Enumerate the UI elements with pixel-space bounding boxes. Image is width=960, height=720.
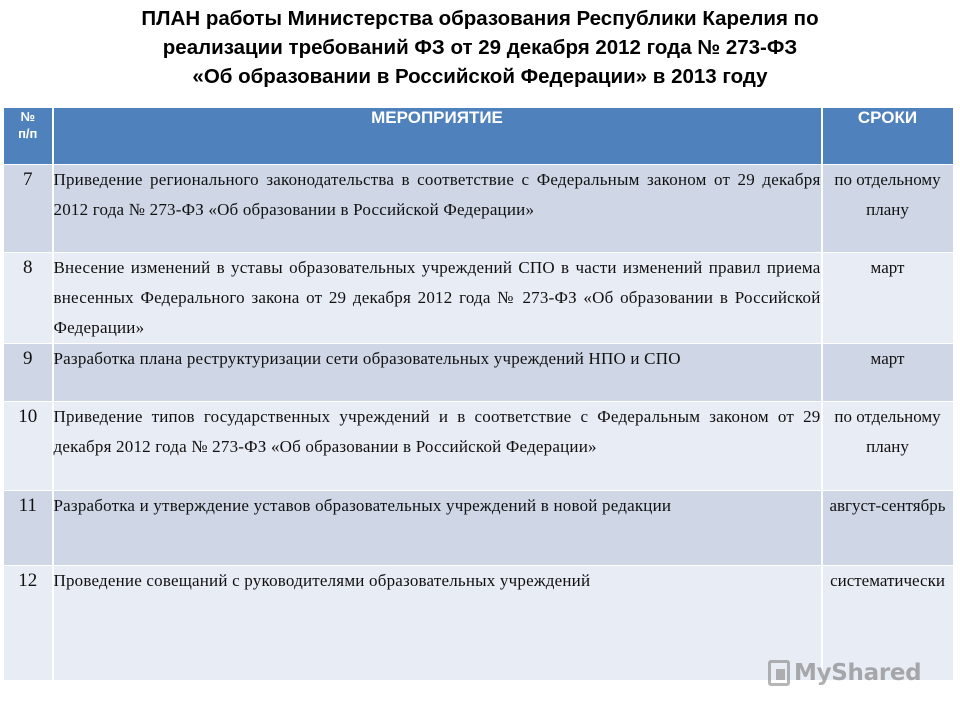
header-number-symbol: №	[20, 109, 35, 124]
table-header-row	[4, 108, 954, 165]
row-term: март	[822, 344, 954, 402]
table-row	[4, 491, 954, 566]
page-title	[0, 4, 960, 91]
watermark	[768, 656, 921, 690]
watermark-text: MyShared	[794, 660, 922, 686]
header-number	[4, 108, 53, 165]
table-row	[4, 344, 954, 402]
title-line-2: реализации требований ФЗ от 29 декабря 2012 года № 273-ФЗ	[162, 36, 798, 59]
row-activity: Внесение изменений в уставы образовательных учреждений СПО в части изменений правил приема внесенных Федерального закона от 29 декабря 2012 года № 273-ФЗ «Об образовании в Российской Федерации»	[53, 253, 822, 344]
plan-table	[3, 107, 955, 681]
row-number: 7	[4, 165, 53, 253]
row-term: систематически	[822, 566, 954, 681]
row-number: 12	[4, 566, 53, 681]
table-row	[4, 253, 954, 344]
row-activity: Проведение совещаний с руководителями образовательных учреждений	[53, 566, 822, 681]
row-activity: Приведение типов государственных учреждений и в соответствие с Федеральным законом от 29 декабря 2012 года № 273-ФЗ «Об образовании в Российской Федерации»	[53, 402, 822, 491]
row-term: по отдельному плану	[822, 165, 954, 253]
row-number: 10	[4, 402, 53, 491]
myshared-logo-icon	[768, 660, 790, 686]
header-activity: МЕРОПРИЯТИЕ	[53, 108, 822, 165]
table-row	[4, 402, 954, 491]
title-line-3: «Об образовании в Российской Федерации» в 2013 году	[192, 65, 768, 88]
row-term: по отдельному плану	[822, 402, 954, 491]
row-number: 9	[4, 344, 53, 402]
row-number: 11	[4, 491, 53, 566]
row-term: август-сентябрь	[822, 491, 954, 566]
title-line-1: ПЛАН работы Министерства образования Республики Карелия по	[141, 7, 819, 30]
table-row	[4, 165, 954, 253]
row-activity: Приведение регионального законодательства в соответствие с Федеральным законом от 29 декабря 2012 года № 273-ФЗ «Об образовании в Российской Федерации»	[53, 165, 822, 253]
header-number-label: п/п	[18, 126, 38, 141]
row-number: 8	[4, 253, 53, 344]
row-activity: Разработка и утверждение уставов образовательных учреждений в новой редакции	[53, 491, 822, 566]
row-activity: Разработка плана реструктуризации сети образовательных учреждений НПО и СПО	[53, 344, 822, 402]
row-term: март	[822, 253, 954, 344]
header-term: СРОКИ	[822, 108, 954, 165]
